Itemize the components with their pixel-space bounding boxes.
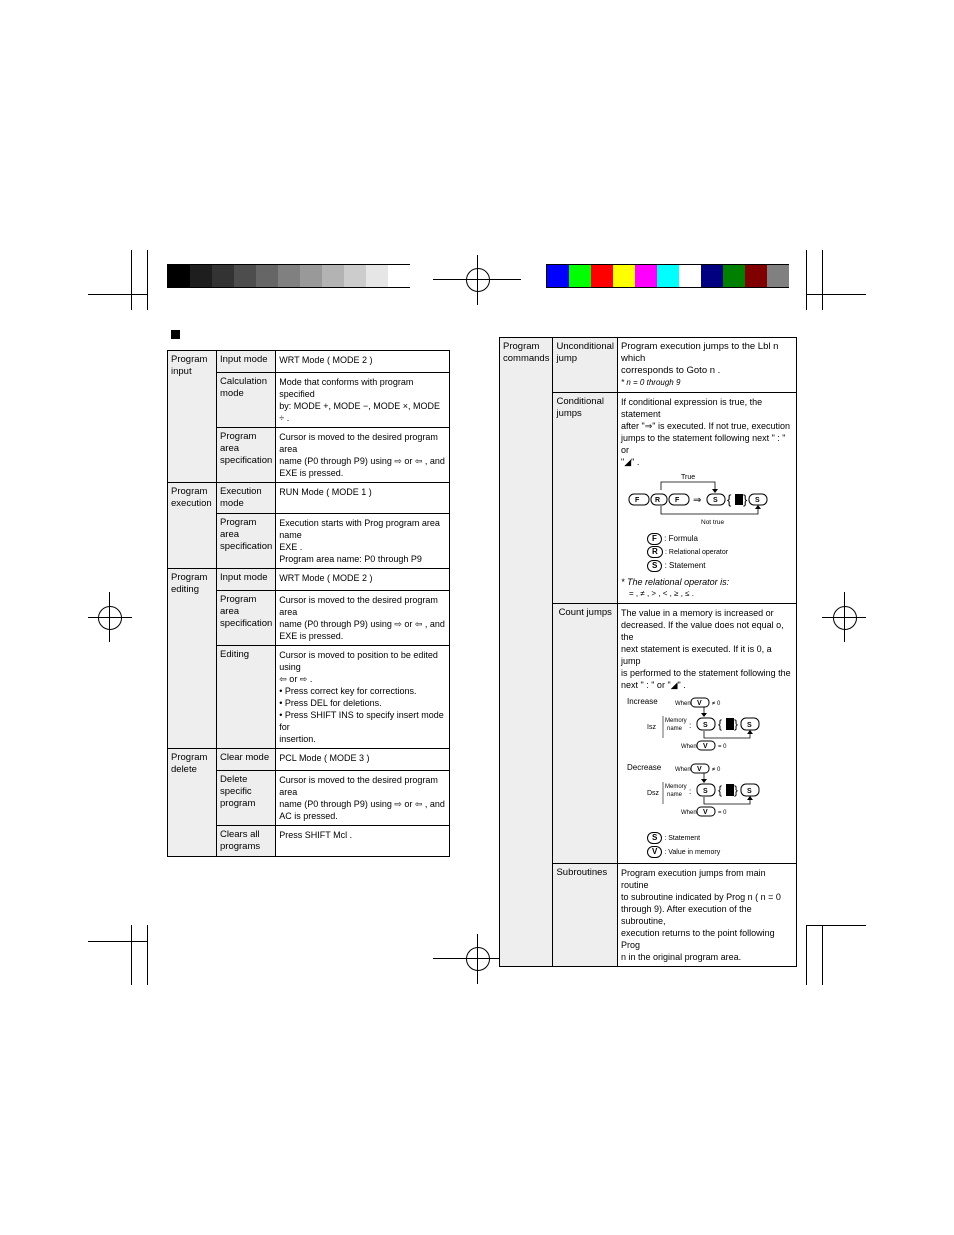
- gray-swatch: [366, 265, 388, 287]
- description-line: name (P0 through P9) using ⇨ or ⇦ , and: [279, 619, 445, 629]
- description-line: • Press correct key for corrections.: [279, 686, 417, 696]
- svg-text:Memory: Memory: [665, 718, 687, 724]
- color-swatch: [723, 265, 745, 287]
- gray-swatch: [322, 265, 344, 287]
- description: [276, 428, 450, 483]
- sub-label: Program area specification: [217, 428, 276, 483]
- svg-text:V: V: [697, 700, 702, 707]
- description-line: WRT Mode ( MODE 2 ): [279, 573, 373, 583]
- gray-swatch: [278, 265, 300, 287]
- svg-text:R: R: [655, 497, 661, 504]
- sub-label: Delete specific program: [217, 771, 276, 826]
- section-marker: [171, 330, 180, 339]
- color-swatch: [635, 265, 657, 287]
- svg-text:}: }: [734, 783, 739, 797]
- description-line: Mode that conforms with program specified: [279, 377, 414, 399]
- description: [276, 771, 450, 826]
- svg-text:Decrease: Decrease: [627, 763, 662, 772]
- description: [276, 351, 450, 373]
- svg-text:When: When: [681, 744, 697, 750]
- color-swatch: [591, 265, 613, 287]
- description-line: Program area name: P0 through P9: [279, 554, 422, 564]
- svg-text:≠ 0: ≠ 0: [712, 767, 721, 773]
- svg-text:V: V: [703, 743, 708, 750]
- svg-text:}: }: [734, 717, 739, 731]
- svg-text:V: V: [697, 766, 702, 773]
- svg-text:S: S: [703, 722, 708, 729]
- description: [276, 483, 450, 514]
- registration-mark-left: [88, 592, 132, 642]
- description: [276, 569, 450, 591]
- grayscale-bar: [167, 264, 410, 288]
- registration-mark-top: [433, 255, 521, 305]
- description-line: Execution starts with Prog program area name: [279, 518, 440, 540]
- color-swatch: [745, 265, 767, 287]
- sub-label: Input mode: [217, 351, 276, 373]
- description-line: Cursor is moved to the desired program area: [279, 775, 438, 797]
- svg-text:V: V: [703, 809, 708, 816]
- description-line: name (P0 through P9) using ⇨ or ⇦ , and: [279, 799, 445, 809]
- description-line: ⇦ or ⇨ .: [279, 674, 313, 684]
- svg-text:= 0: = 0: [718, 744, 727, 750]
- svg-text:S: S: [703, 788, 708, 795]
- svg-text:S: S: [713, 497, 718, 504]
- svg-text:= 0: = 0: [718, 810, 727, 816]
- svg-text:When: When: [675, 701, 691, 707]
- svg-text:F: F: [675, 497, 680, 504]
- gray-swatch: [256, 265, 278, 287]
- group-label: Program editing: [168, 569, 217, 749]
- registration-mark-right: [822, 592, 866, 642]
- gray-swatch: [344, 265, 366, 287]
- svg-text:⇒: ⇒: [693, 495, 702, 506]
- color-swatch: [613, 265, 635, 287]
- description-line: Cursor is moved to the desired program area: [279, 432, 438, 454]
- svg-text:}: }: [743, 492, 748, 507]
- svg-text:name: name: [667, 726, 683, 732]
- color-bar: [546, 264, 789, 288]
- description-line: by: MODE +, MODE −, MODE ×, MODE ÷ .: [279, 401, 441, 423]
- sub-label: Program area specification: [217, 514, 276, 569]
- gray-swatch: [300, 265, 322, 287]
- svg-text:Increase: Increase: [627, 697, 658, 706]
- svg-text:name: name: [667, 792, 683, 798]
- svg-text:Isz: Isz: [647, 724, 656, 731]
- desc-unconditional: Program execution jumps to the Lbl n which corresponds to Goto n . * n = 0 through 9: [618, 338, 797, 393]
- svg-text:True: True: [681, 474, 696, 481]
- desc-subroutines: Program execution jumps from main routine to subroutine indicated by Prog n ( n = 0 through 9). After execution of the subroutine, execution returns to the point following Prog n in the original program area.: [618, 864, 797, 967]
- count-jump-diagram: [621, 694, 793, 832]
- sub-subroutines: Subroutines: [553, 864, 618, 967]
- color-swatch: [767, 265, 789, 287]
- group-label: Program delete: [168, 749, 217, 857]
- sub-label: Calculation mode: [217, 373, 276, 428]
- svg-text:S: S: [755, 497, 760, 504]
- conditional-jump-diagram: [621, 470, 791, 532]
- svg-text:S: S: [747, 722, 752, 729]
- sub-label: Clears all programs: [217, 826, 276, 857]
- svg-text:F: F: [635, 497, 640, 504]
- svg-text:{: {: [718, 783, 723, 797]
- svg-text:When: When: [675, 767, 691, 773]
- description-line: name (P0 through P9) using ⇨ or ⇦ , and: [279, 456, 445, 466]
- description: [276, 373, 450, 428]
- svg-text:{: {: [727, 492, 732, 507]
- group-program-commands: Program commands: [500, 338, 553, 967]
- color-swatch: [679, 265, 701, 287]
- description: [276, 591, 450, 646]
- color-swatch: [547, 265, 569, 287]
- description-line: RUN Mode ( MODE 1 ): [279, 487, 372, 497]
- color-swatch: [569, 265, 591, 287]
- svg-text:{: {: [718, 717, 723, 731]
- description-line: WRT Mode ( MODE 2 ): [279, 355, 373, 365]
- right-table: [499, 337, 797, 967]
- gray-swatch: [388, 265, 410, 287]
- description-line: • Press DEL for deletions.: [279, 698, 382, 708]
- description-line: Cursor is moved to position to be edited using: [279, 650, 438, 672]
- svg-text::: :: [689, 787, 692, 796]
- description-line: EXE is pressed.: [279, 468, 344, 478]
- gray-swatch: [190, 265, 212, 287]
- sub-unconditional: Unconditional jump: [553, 338, 618, 393]
- sub-label: Program area specification: [217, 591, 276, 646]
- color-swatch: [701, 265, 723, 287]
- svg-text:When: When: [681, 810, 697, 816]
- description-line: PCL Mode ( MODE 3 ): [279, 753, 370, 763]
- description: [276, 749, 450, 771]
- description-line: AC is pressed.: [279, 811, 338, 821]
- description-line: Cursor is moved to the desired program area: [279, 595, 438, 617]
- desc-count: The value in a memory is increased or decreased. If the value does not equal o, the next statement is executed. If it is 0, a jump is performed to the statement following the next " : " or "◢" . Increase When V ≠ 0 Isz Memory name : S { } S When V = 0 Decrease When V ≠ 0 Dsz Memory name : S { } S When V = 0 S : Statement V : Value in memory: [618, 604, 797, 864]
- svg-text:Dsz: Dsz: [647, 790, 660, 797]
- sub-count: Count jumps: [553, 604, 618, 864]
- svg-text:Memory: Memory: [665, 784, 687, 790]
- description-line: insertion.: [279, 734, 316, 744]
- description-line: • Press SHIFT INS to specify insert mode for: [279, 710, 444, 732]
- group-label: Program execution: [168, 483, 217, 569]
- desc-conditional: If conditional expression is true, the statement after "⇒" is executed. If not true, execution jumps to the statement following next " : " or "◢" . True F R F ⇒ S { } S Not true F : Formula R : Relational operator S : Statement * The relational operator is: = , ≠ , > , < , ≥ , ≤ .: [618, 393, 797, 604]
- sub-conditional: Conditional jumps: [553, 393, 618, 604]
- group-label: Program input: [168, 351, 217, 483]
- gray-swatch: [212, 265, 234, 287]
- description-line: EXE .: [279, 542, 303, 552]
- sub-label: Editing: [217, 646, 276, 749]
- gray-swatch: [168, 265, 190, 287]
- svg-text:≠ 0: ≠ 0: [712, 701, 721, 707]
- sub-label: Clear mode: [217, 749, 276, 771]
- description: [276, 826, 450, 857]
- sub-label: Input mode: [217, 569, 276, 591]
- description: [276, 514, 450, 569]
- left-table: [167, 350, 450, 857]
- gray-swatch: [234, 265, 256, 287]
- svg-text:Not true: Not true: [701, 519, 725, 526]
- description: [276, 646, 450, 749]
- sub-label: Execution mode: [217, 483, 276, 514]
- description-line: Press SHIFT Mcl .: [279, 830, 353, 840]
- description-line: EXE is pressed.: [279, 631, 344, 641]
- svg-text::: :: [689, 721, 692, 730]
- svg-text:S: S: [747, 788, 752, 795]
- color-swatch: [657, 265, 679, 287]
